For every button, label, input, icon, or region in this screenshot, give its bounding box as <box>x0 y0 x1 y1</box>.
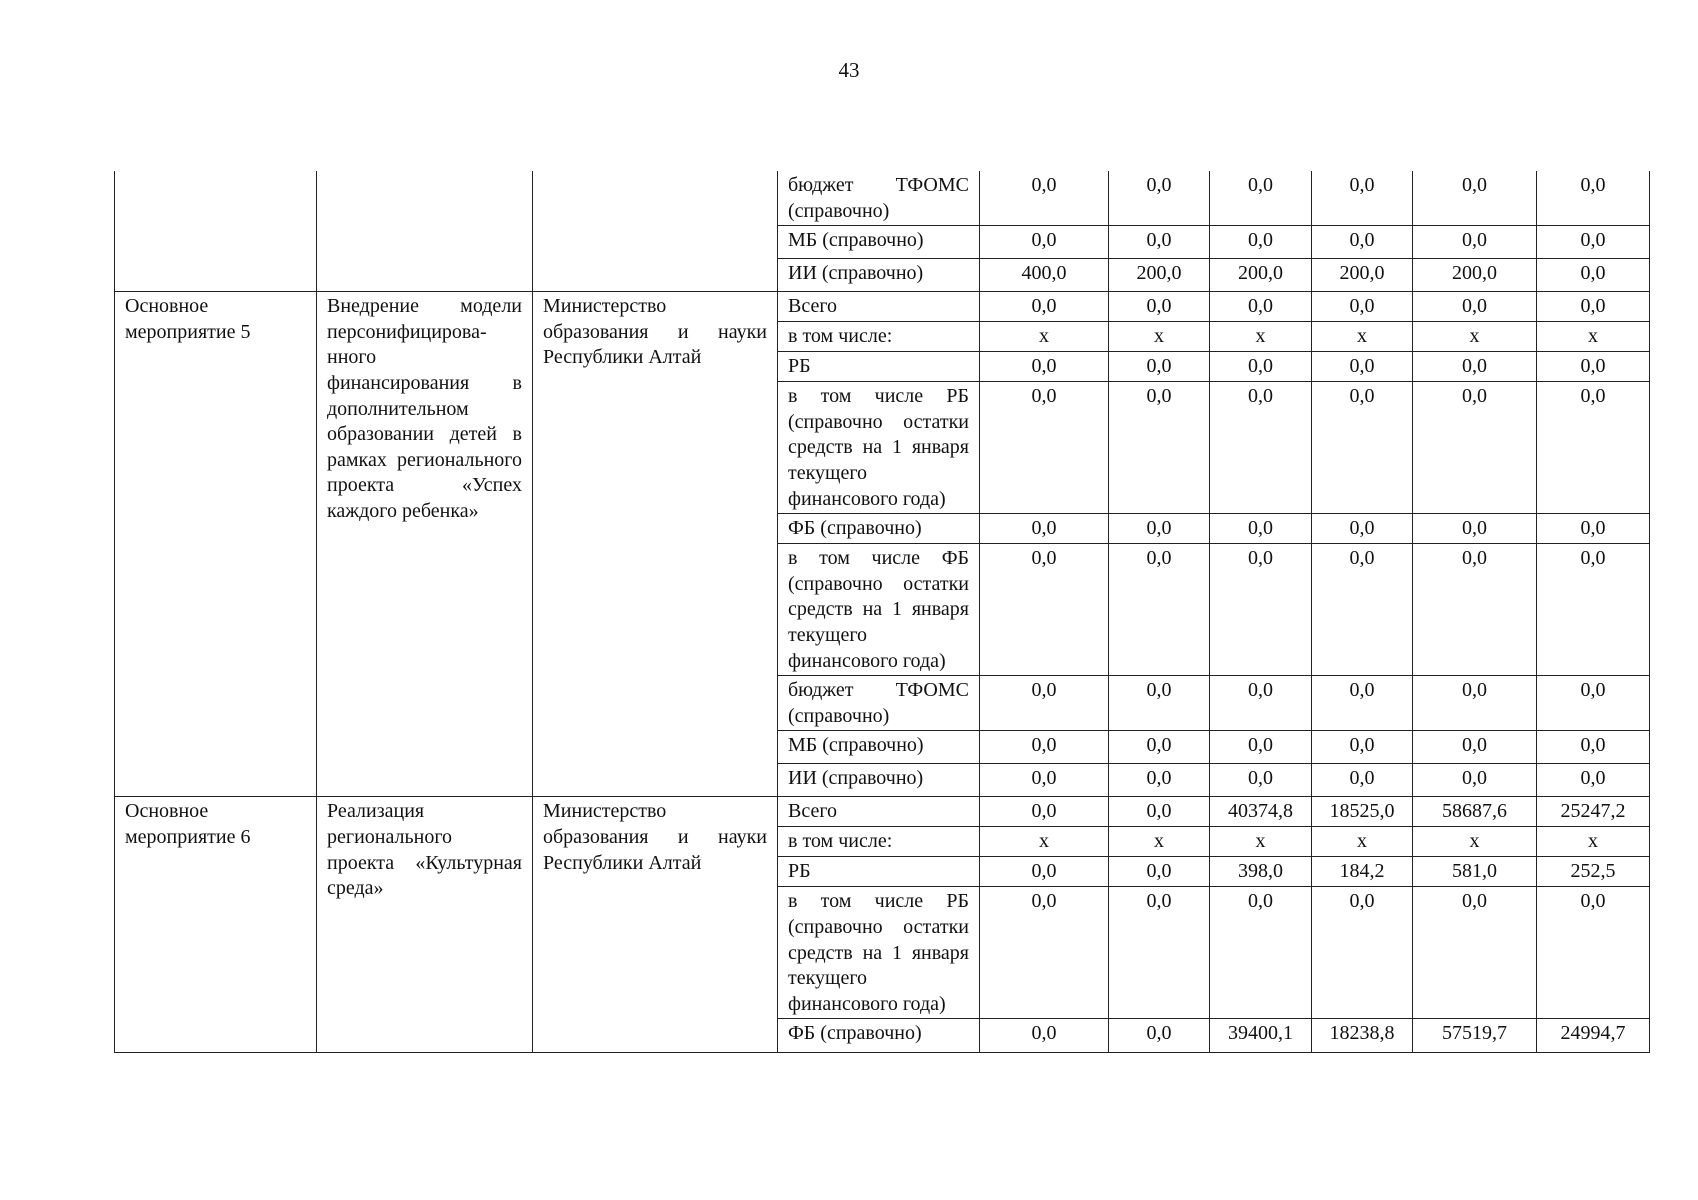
value-cell: 0,0 <box>1109 797 1210 827</box>
value-cell: 0,0 <box>1312 731 1413 764</box>
value-cell: 0,0 <box>1210 514 1312 544</box>
value-cell: 0,0 <box>1413 382 1537 514</box>
executor-cell: Министерство образования и науки Республики Алтай <box>533 292 778 797</box>
funding-source-cell: РБ <box>778 857 980 887</box>
value-cell: 0,0 <box>1312 292 1413 322</box>
value-cell: 39400,1 <box>1210 1019 1312 1053</box>
value-cell: 0,0 <box>1312 676 1413 731</box>
value-cell: 0,0 <box>1537 259 1650 292</box>
value-cell: 0,0 <box>980 1019 1109 1053</box>
value-cell: 18525,0 <box>1312 797 1413 827</box>
value-cell: 0,0 <box>1210 731 1312 764</box>
value-cell: x <box>980 322 1109 352</box>
value-cell: 0,0 <box>1109 544 1210 676</box>
funding-source-cell: Всего <box>778 797 980 827</box>
value-cell: 0,0 <box>1413 544 1537 676</box>
value-cell: x <box>980 827 1109 857</box>
value-cell: 0,0 <box>1312 382 1413 514</box>
value-cell: 0,0 <box>980 514 1109 544</box>
funding-source-cell: ИИ (справочно) <box>778 259 980 292</box>
value-cell: x <box>1537 827 1650 857</box>
funding-source-cell: ФБ (справочно) <box>778 514 980 544</box>
value-cell: 200,0 <box>1210 259 1312 292</box>
value-cell: 0,0 <box>1109 887 1210 1019</box>
value-cell: 0,0 <box>1537 382 1650 514</box>
value-cell: 0,0 <box>1109 514 1210 544</box>
value-cell: 58687,6 <box>1413 797 1537 827</box>
measure-name-cell: Основное мероприятие 6 <box>115 797 317 1053</box>
funding-source-cell: МБ (справочно) <box>778 731 980 764</box>
value-cell: 0,0 <box>1537 226 1650 259</box>
measure-description-cell: Реализация регионального проекта «Культурная среда» <box>317 797 533 1053</box>
value-cell: 0,0 <box>1413 887 1537 1019</box>
value-cell: 0,0 <box>1109 731 1210 764</box>
value-cell: x <box>1210 827 1312 857</box>
value-cell: 0,0 <box>1413 514 1537 544</box>
value-cell: 0,0 <box>1109 676 1210 731</box>
funding-source-cell: бюджет ТФОМС (справочно) <box>778 676 980 731</box>
value-cell: 581,0 <box>1413 857 1537 887</box>
value-cell: 398,0 <box>1210 857 1312 887</box>
funding-source-cell: в том числе: <box>778 827 980 857</box>
value-cell: 0,0 <box>1413 226 1537 259</box>
value-cell: 0,0 <box>980 731 1109 764</box>
value-cell: 0,0 <box>980 292 1109 322</box>
value-cell: 0,0 <box>1109 764 1210 797</box>
value-cell: x <box>1312 322 1413 352</box>
value-cell: 0,0 <box>980 857 1109 887</box>
value-cell: 24994,7 <box>1537 1019 1650 1053</box>
value-cell: x <box>1312 827 1413 857</box>
value-cell: 0,0 <box>1109 382 1210 514</box>
value-cell: 0,0 <box>1413 352 1537 382</box>
value-cell: 0,0 <box>1413 731 1537 764</box>
financing-table <box>114 171 1650 1053</box>
value-cell: 200,0 <box>1312 259 1413 292</box>
funding-source-cell: Всего <box>778 292 980 322</box>
page-number: 43 <box>838 58 860 82</box>
value-cell: 0,0 <box>1312 514 1413 544</box>
value-cell: 0,0 <box>1109 171 1210 226</box>
funding-source-cell: в том числе РБ (справочно остатки средств на 1 января текущего финансового года) <box>778 382 980 514</box>
value-cell: 0,0 <box>1537 676 1650 731</box>
value-cell: 0,0 <box>1210 171 1312 226</box>
value-cell: 0,0 <box>1312 764 1413 797</box>
value-cell: 0,0 <box>980 226 1109 259</box>
value-cell: 0,0 <box>1210 887 1312 1019</box>
value-cell: 0,0 <box>980 887 1109 1019</box>
value-cell: 0,0 <box>1109 352 1210 382</box>
value-cell: 0,0 <box>980 171 1109 226</box>
value-cell: 0,0 <box>1312 887 1413 1019</box>
table-row <box>115 797 1650 827</box>
value-cell: 200,0 <box>1413 259 1537 292</box>
funding-source-cell: в том числе: <box>778 322 980 352</box>
value-cell: 0,0 <box>980 352 1109 382</box>
value-cell: 0,0 <box>1210 352 1312 382</box>
value-cell: x <box>1109 827 1210 857</box>
value-cell: 0,0 <box>1537 514 1650 544</box>
funding-source-cell: бюджет ТФОМС (справочно) <box>778 171 980 226</box>
value-cell: 0,0 <box>1537 171 1650 226</box>
value-cell: 0,0 <box>1537 731 1650 764</box>
value-cell: 0,0 <box>1312 352 1413 382</box>
value-cell: 0,0 <box>1413 171 1537 226</box>
value-cell: x <box>1109 322 1210 352</box>
value-cell: 0,0 <box>1109 226 1210 259</box>
funding-source-cell: ИИ (справочно) <box>778 764 980 797</box>
value-cell: 0,0 <box>1109 857 1210 887</box>
value-cell: 0,0 <box>1210 764 1312 797</box>
executor-cell-continued <box>533 171 778 292</box>
value-cell: x <box>1537 322 1650 352</box>
value-cell: 0,0 <box>1109 292 1210 322</box>
funding-source-cell: РБ <box>778 352 980 382</box>
value-cell: 40374,8 <box>1210 797 1312 827</box>
value-cell: x <box>1413 827 1537 857</box>
value-cell: 0,0 <box>1413 764 1537 797</box>
value-cell: 0,0 <box>1413 292 1537 322</box>
funding-source-cell: в том числе ФБ (справочно остатки средств на 1 января текущего финансового года) <box>778 544 980 676</box>
executor-cell: Министерство образования и науки Республики Алтай <box>533 797 778 1053</box>
value-cell: 18238,8 <box>1312 1019 1413 1053</box>
value-cell: 200,0 <box>1109 259 1210 292</box>
measure-description-cell: Внедрение модели персонифицирова-нного финансирования в дополнительном образовании детей в рамках регионального проекта «Успех каждого ребенка» <box>317 292 533 797</box>
value-cell: 0,0 <box>1537 352 1650 382</box>
value-cell: 0,0 <box>980 676 1109 731</box>
table-row <box>115 171 1650 226</box>
value-cell: 0,0 <box>1312 226 1413 259</box>
measure-cell-continued <box>115 171 317 292</box>
value-cell: 400,0 <box>980 259 1109 292</box>
value-cell: 0,0 <box>980 764 1109 797</box>
value-cell: x <box>1210 322 1312 352</box>
value-cell: 252,5 <box>1537 857 1650 887</box>
value-cell: 0,0 <box>1537 292 1650 322</box>
value-cell: 0,0 <box>1109 1019 1210 1053</box>
value-cell: x <box>1413 322 1537 352</box>
value-cell: 0,0 <box>1210 292 1312 322</box>
value-cell: 25247,2 <box>1537 797 1650 827</box>
value-cell: 57519,7 <box>1413 1019 1537 1053</box>
value-cell: 0,0 <box>1210 676 1312 731</box>
description-cell-continued <box>317 171 533 292</box>
funding-source-cell: МБ (справочно) <box>778 226 980 259</box>
value-cell: 0,0 <box>1210 544 1312 676</box>
value-cell: 0,0 <box>1312 171 1413 226</box>
value-cell: 0,0 <box>1537 887 1650 1019</box>
value-cell: 0,0 <box>1210 226 1312 259</box>
value-cell: 0,0 <box>1537 764 1650 797</box>
funding-source-cell: ФБ (справочно) <box>778 1019 980 1053</box>
funding-source-cell: в том числе РБ (справочно остатки средств на 1 января текущего финансового года) <box>778 887 980 1019</box>
value-cell: 0,0 <box>1413 676 1537 731</box>
value-cell: 184,2 <box>1312 857 1413 887</box>
measure-name-cell: Основное мероприятие 5 <box>115 292 317 797</box>
value-cell: 0,0 <box>1312 544 1413 676</box>
table-row <box>115 292 1650 322</box>
value-cell: 0,0 <box>980 382 1109 514</box>
value-cell: 0,0 <box>980 544 1109 676</box>
value-cell: 0,0 <box>980 797 1109 827</box>
value-cell: 0,0 <box>1537 544 1650 676</box>
value-cell: 0,0 <box>1210 382 1312 514</box>
